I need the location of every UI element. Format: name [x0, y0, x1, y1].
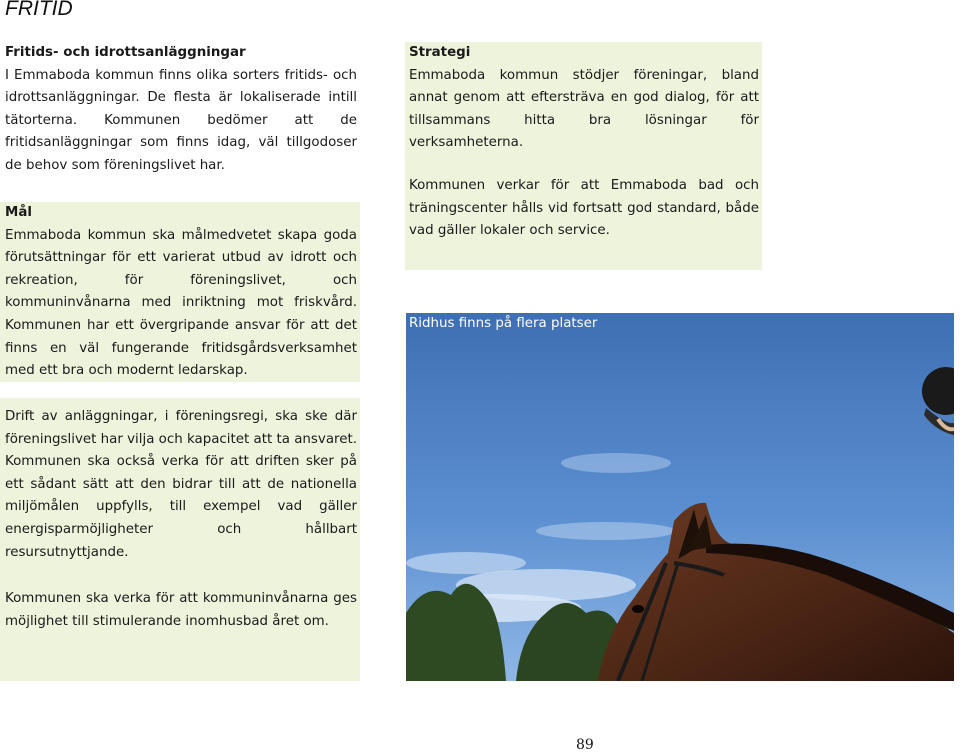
strategy-section [405, 42, 762, 270]
intro-section [5, 42, 357, 178]
photo-caption: Ridhus finns på flera platser [409, 316, 598, 331]
indoor-body: Kommunen ska verka för att kommuninvånarna ges möjlighet till stimulerande inomhusbad året om. [5, 591, 357, 629]
indoor-bath-section [0, 570, 360, 681]
goal-body: Emmaboda kommun ska målmedvetet skapa goda förutsättningar för ett varierat utbud av idrott och rekreation, för föreningslivet, och kommuninvånarna med inriktning mot friskvård. Kommunen har ett övergripande ansvar för att det finns en väl fungerande fritidsgårdsverksamhet med ett bra och modernt ledarskap. [5, 227, 357, 379]
page-number: 89 [576, 737, 594, 753]
strategy-heading: Strategi [409, 45, 471, 60]
operation-body: Drift av anläggningar, i föreningsregi, ska ske där föreningslivet har vilja och kapacitet att ta ansvaret. Kommunen ska också verka för att driften sker på ett sådant sätt att den bidrar till att de nationella miljömålen uppfylls, till exempel vad gäller energisparmöjligheter och hållbart resursutnyttjande. [5, 409, 357, 560]
horse-photo [406, 313, 954, 681]
page-title: FRITID [5, 0, 73, 20]
strategy-paragraph-2: Kommunen verkar för att Emmaboda bad och träningscenter hålls vid fortsatt god standard, både vad gäller lokaler och service. [409, 177, 759, 239]
strategy-paragraph-1: Emmaboda kommun stödjer föreningar, bland annat genom att eftersträva en god dialog, för att tillsammans hitta bra lösningar för verksamheterna. [409, 67, 759, 151]
goal-section [0, 202, 360, 382]
intro-heading: Fritids- och idrottsanläggningar [5, 45, 246, 60]
intro-body: I Emmaboda kommun finns olika sorters fritids- och idrottsanläggningar. De flesta är lokaliserade intill tätorterna. Kommunen bedömer att de fritidsanläggningar som finns idag, väl tillgodoser de behov som föreningslivet har. [5, 67, 357, 173]
horse-illustration [406, 313, 954, 681]
operation-section [0, 398, 360, 570]
goal-heading: Mål [5, 205, 32, 220]
